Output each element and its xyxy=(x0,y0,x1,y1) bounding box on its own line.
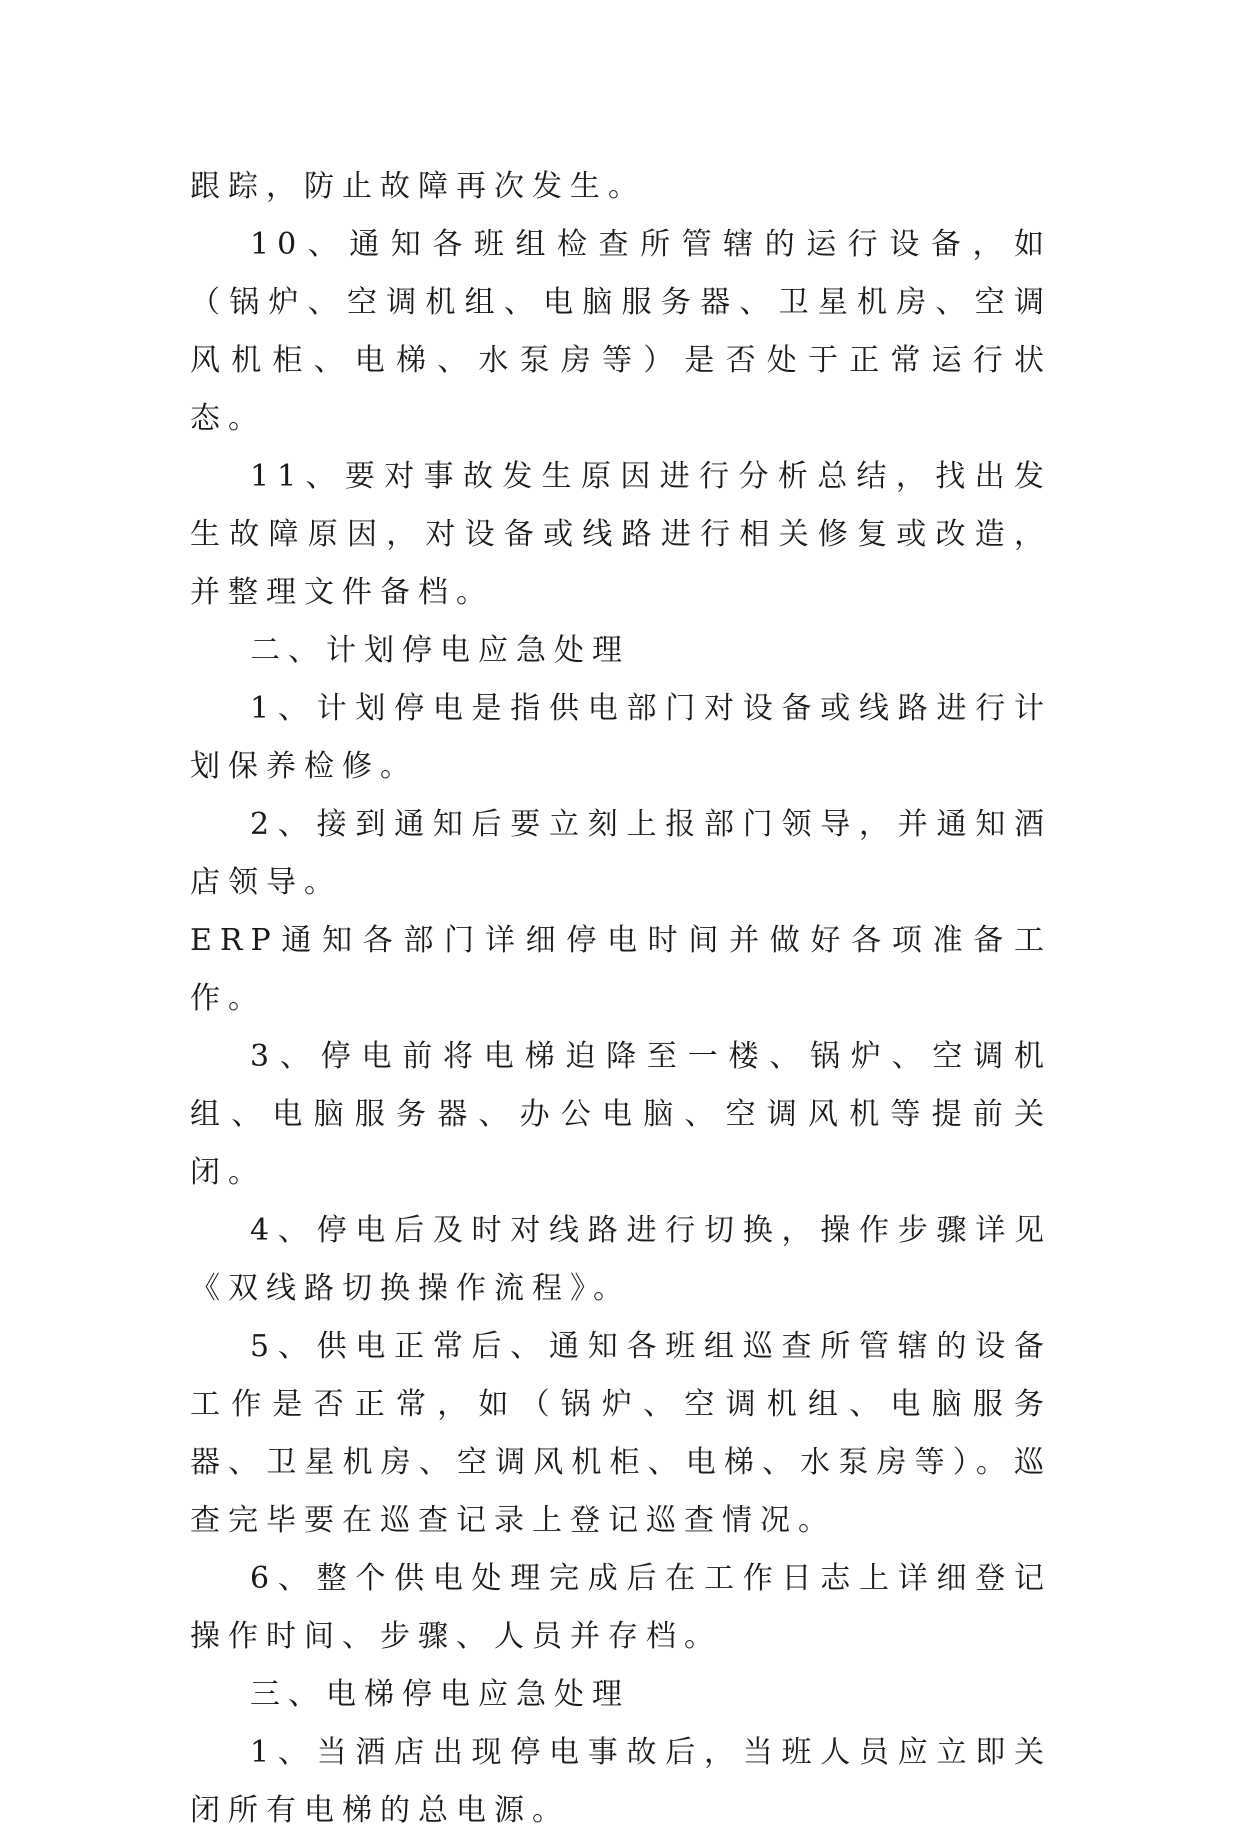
section-heading-elevator-outage: 三、电梯停电应急处理 xyxy=(250,1677,630,1712)
paragraph-planned-6: 6、整个供电处理完成后在工作日志上详细登记操作时间、步骤、人员并存档。 xyxy=(190,1561,1052,1654)
paragraph-planned-2: 2、接到通知后要立刻上报部门领导，并通知酒店领导。 xyxy=(190,807,1052,900)
paragraph-elevator-1: 1、当酒店出现停电事故后，当班人员应立即关闭所有电梯的总电源。 xyxy=(190,1735,1052,1828)
paragraph-item-11: 11、要对事故发生原因进行分析总结，找出发生故障原因，对设备或线路进行相关修复或改造，并整理文件备档。 xyxy=(190,459,1052,610)
document-body xyxy=(190,158,1052,1840)
paragraph-planned-1: 1、计划停电是指供电部门对设备或线路进行计划保养检修。 xyxy=(190,691,1052,784)
paragraph-item-10: 10、通知各班组检查所管辖的运行设备，如（锅炉、空调机组、电脑服务器、卫星机房、空调风机柜、电梯、水泵房等）是否处于正常运行状态。 xyxy=(190,227,1052,436)
paragraph-planned-4: 4、停电后及时对线路进行切换，操作步骤详见《双线路切换操作流程》。 xyxy=(190,1213,1052,1306)
paragraph-planned-3: 3、停电前将电梯迫降至一楼、锅炉、空调机组、电脑服务器、办公电脑、空调风机等提前关闭。 xyxy=(190,1039,1052,1190)
paragraph-planned-5: 5、供电正常后、通知各班组巡查所管辖的设备工作是否正常，如（锅炉、空调机组、电脑服务器、卫星机房、空调风机柜、电梯、水泵房等）。巡查完毕要在巡查记录上登记巡查情况。 xyxy=(190,1329,1052,1538)
section-heading-planned-outage: 二、计划停电应急处理 xyxy=(250,633,630,668)
paragraph-erp-notice: ERP通知各部门详细停电时间并做好各项准备工作。 xyxy=(190,923,1052,1016)
paragraph-continuation: 跟踪，防止故障再次发生。 xyxy=(190,169,646,204)
